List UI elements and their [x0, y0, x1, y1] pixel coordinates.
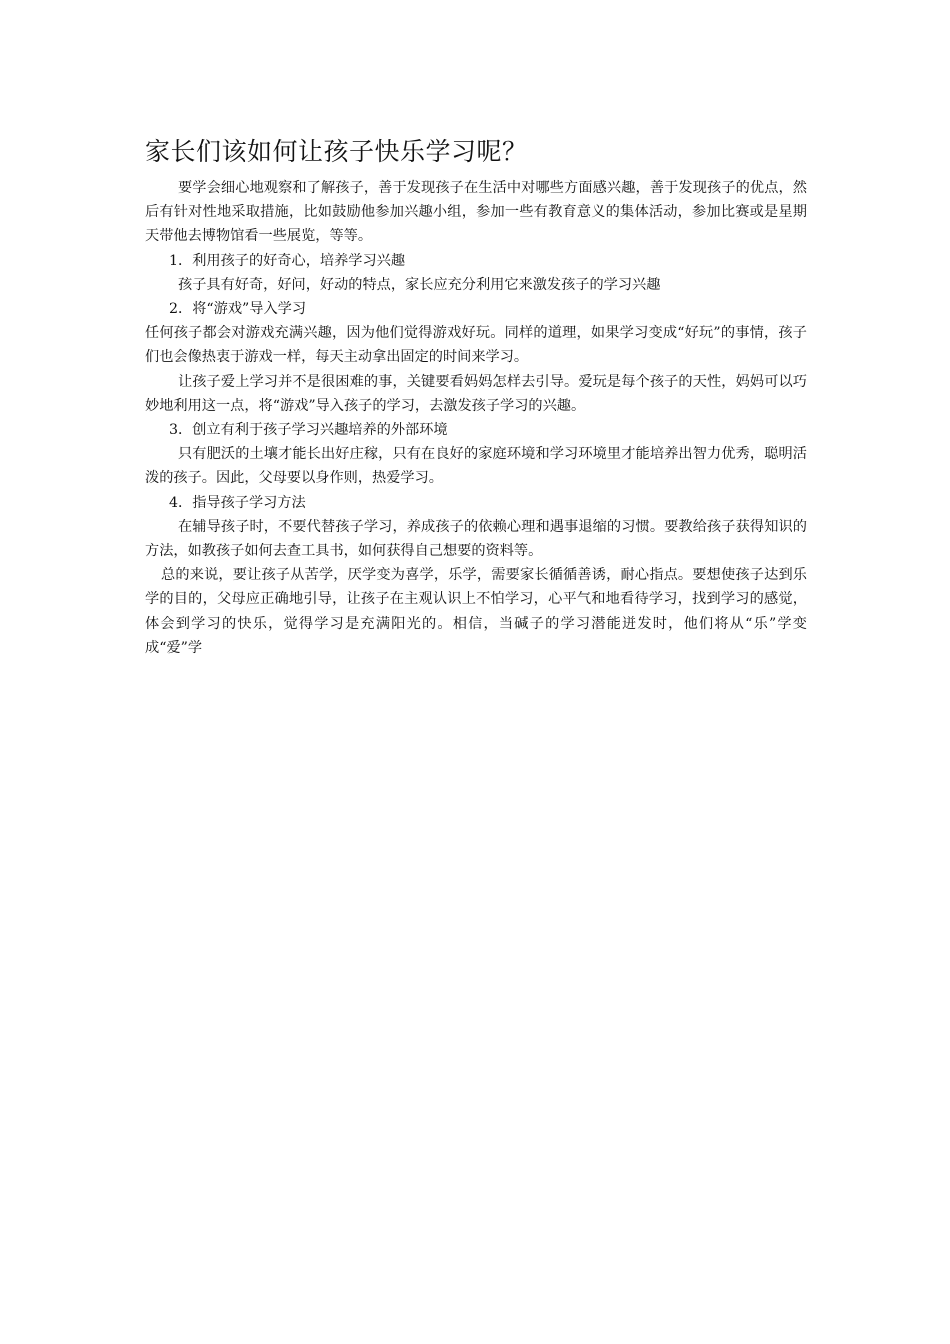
section-4-paragraph: 在辅导孩子时，不要代替孩子学习，养成孩子的依赖心理和遇事退缩的习惯。要教给孩子获得知识的方法，如教孩子如何去查工具书，如何获得自己想要的资料等。 [145, 518, 807, 560]
section-heading-4: 4．指导孩子学习方法 [169, 494, 306, 511]
section-heading-1: 1．利用孩子的好奇心，培养学习兴趣 [169, 252, 406, 269]
document-title: 家长们该如何让孩子快乐学习呢？ [145, 137, 528, 166]
document-page [145, 132, 807, 660]
section-1-paragraph: 孩子具有好奇，好问，好动的特点，家长应充分利用它来激发孩子的学习兴趣 [178, 276, 661, 293]
section-heading-3: 3．创立有利于孩子学习兴趣培养的外部环境 [169, 422, 448, 439]
section-2-paragraph-2: 让孩子爱上学习并不是很困难的事，关键要看妈妈怎样去引导。爱玩是每个孩子的天性，妈妈可以巧妙地利用这一点，将“游戏”导入孩子的学习，去激发孩子学习的兴趣。 [145, 373, 807, 414]
conclusion-paragraph: 总的来说，要让孩子从苦学，厌学变为喜学，乐学，需要家长循循善诱，耐心指点。要想使孩子达到乐学的目的，父母应正确地引导，让孩子在主观认识上不怕学习，心平气和地看待学习，找到学习的感觉，体会到学习的快乐，觉得学习是充满阳光的。相信，当碱子的学习潜能迸发时，他们将从“乐”学变成“爱”学 [145, 567, 807, 656]
section-3-paragraph: 只有肥沃的土壤才能长出好庄稼，只有在良好的家庭环境和学习环境里才能培养出智力优秀，聪明活泼的孩子。因此，父母要以身作则，热爱学习。 [145, 446, 807, 487]
section-2-paragraph-1: 任何孩子都会对游戏充满兴趣，因为他们觉得游戏好玩。同样的道理，如果学习变成“好玩”的事情，孩子们也会像热衷于游戏一样，每天主动拿出固定的时间来学习。 [145, 325, 807, 366]
intro-paragraph: 要学会细心地观察和了解孩子，善于发现孩子在生活中对哪些方面感兴趣，善于发现孩子的优点，然后有针对性地采取措施，比如鼓励他参加兴趣小组，参加一些有教育意义的集体活动，参加比赛或是星期天带他去博物馆看一些展览，等等。 [145, 180, 807, 245]
section-heading-2: 2．将“游戏”导入学习 [169, 301, 307, 318]
